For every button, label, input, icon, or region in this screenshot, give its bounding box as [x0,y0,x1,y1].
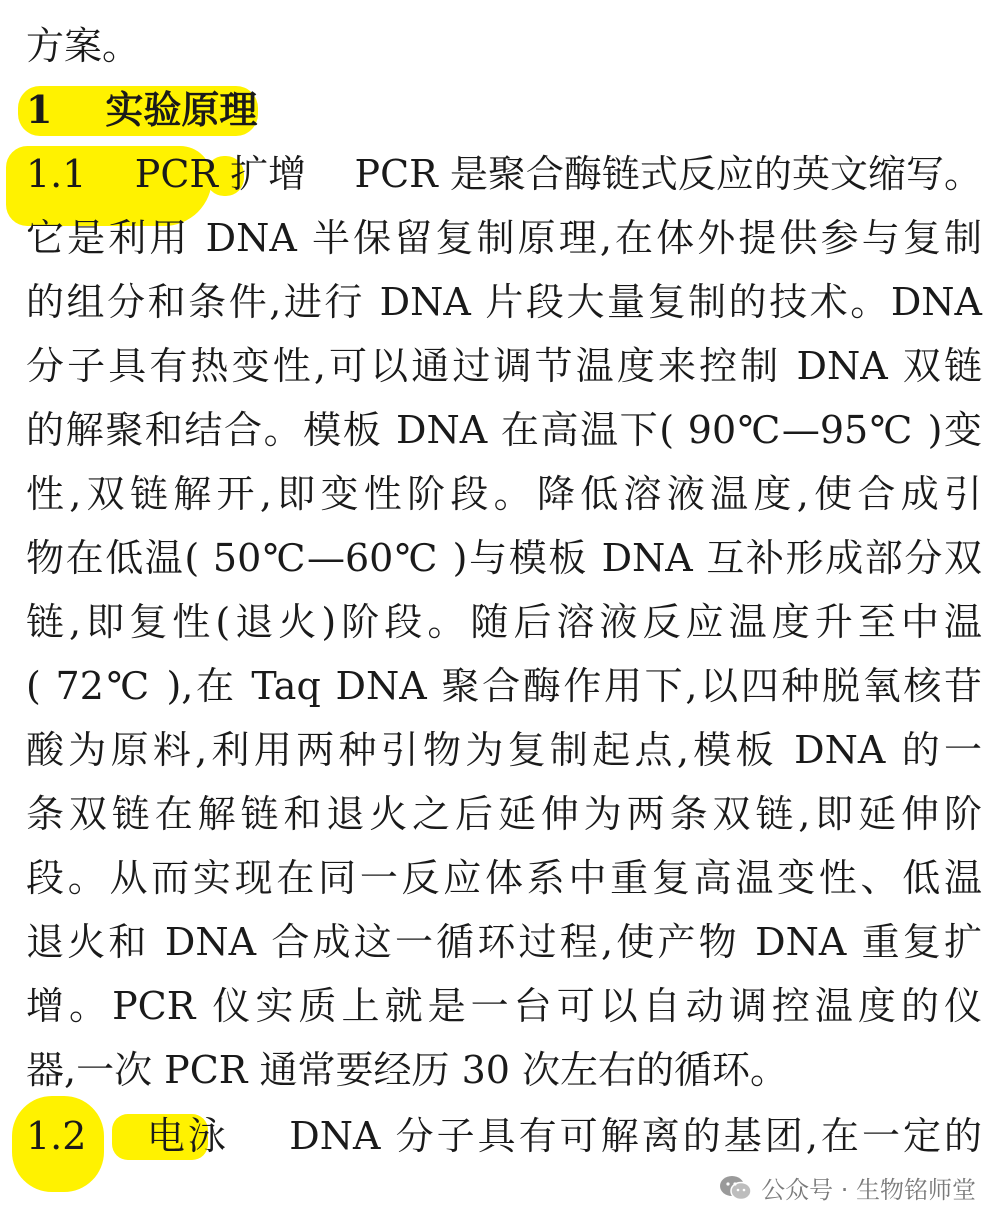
watermark [719,1170,976,1205]
section-heading: 1 实验原理 [26,87,258,132]
text-line: 增。PCR 仪实质上就是一台可以自动调控温度的仪 [26,984,982,1028]
text-line: 条双链在解链和退火之后延伸为两条双链,即延伸阶 [26,792,982,836]
text-line: 退火和 DNA 合成这一循环过程,使产物 DNA 重复扩 [26,920,982,964]
wechat-icon [719,1174,753,1202]
text-line: 它是利用 DNA 半保留复制原理,在体外提供参与复制 [26,216,982,260]
text-line: 链,即复性(退火)阶段。随后溶液反应温度升至中温 [26,600,982,644]
text-line: ( 72℃ ),在 Taq DNA 聚合酶作用下,以四种脱氧核苷 [26,664,982,708]
subsection-heading-line: 1.2 电泳 DNA 分子具有可解离的基团,在一定的 [26,1114,982,1158]
text-line: 的解聚和结合。模板 DNA 在高温下( 90℃—95℃ )变 [26,408,982,452]
watermark-text: 公众号 · 生物铭师堂 [761,1176,976,1204]
text-line: 段。从而实现在同一反应体系中重复高温变性、低温 [26,856,982,900]
subsection-heading-line: 1.1 PCR 扩增 PCR 是聚合酶链式反应的英文缩写。 [26,152,982,196]
text-line: 分子具有热变性,可以通过调节温度来控制 DNA 双链 [26,344,982,388]
text-line: 性,双链解开,即变性阶段。降低溶液温度,使合成引 [26,472,982,516]
text-line: 物在低温( 50℃—60℃ )与模板 DNA 互补形成部分双 [26,536,982,580]
text-line: 的组分和条件,进行 DNA 片段大量复制的技术。DNA [26,280,982,324]
text-line: 器,一次 PCR 通常要经历 30 次左右的循环。 [26,1048,789,1092]
text-line: 方案。 [26,24,141,68]
text-line: 酸为原料,利用两种引物为复制起点,模板 DNA 的一 [26,728,982,772]
